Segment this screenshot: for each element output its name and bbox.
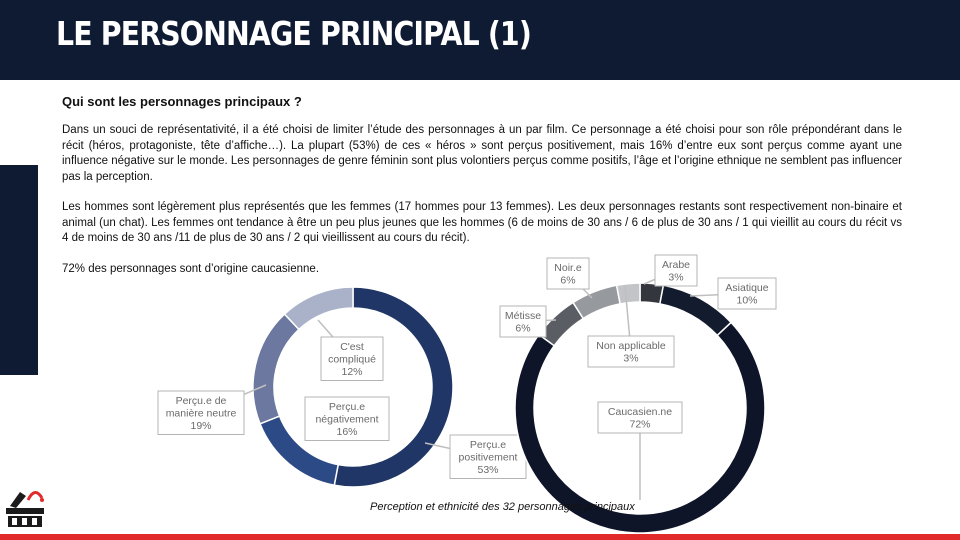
label-text: Perçu.e: [469, 439, 507, 451]
label-text: Arabe: [661, 259, 691, 271]
label-text: 19%: [190, 420, 212, 432]
slice-noir-e: [573, 285, 620, 318]
label-text: positivement: [458, 451, 518, 464]
label-text: 6%: [515, 322, 531, 335]
label-text: 3%: [668, 271, 684, 284]
label-c-est-complique: [318, 320, 383, 381]
label-text: 10%: [736, 294, 758, 307]
label-percu-e-de-maniere-neutre: [158, 385, 266, 435]
label-text: 53%: [477, 464, 499, 476]
label-text: 72%: [629, 418, 651, 431]
donut-chart-ethnicite: [500, 255, 776, 533]
label-percu-e-positivement: [425, 435, 526, 479]
label-text: Non applicable: [596, 340, 666, 352]
label-text: Métisse: [504, 310, 542, 322]
label-text: 6%: [560, 274, 576, 287]
label-text: Noir.e: [554, 262, 582, 274]
label-text: manière neutre: [165, 407, 237, 420]
label-text: Caucasien.ne: [607, 406, 673, 418]
label-arabe: [644, 255, 697, 286]
label-text: Perçu.e: [328, 401, 366, 413]
paragraph-perception: Dans un souci de représentativité, il a été choisi de limiter l’étude des personnages à un par film. Ce personnage a été choisi pour son rôle prépondérant dans le récit (héros, protagoniste, tête d’affiche…). La plupart (53%) de ces « héros » sont perçus positivement, mais 16% d’entre eux sont perçus comme ayant une influence négative sur le monde. Les personnages de genre féminin sont plus volontiers perçus comme positifs, l’âge et l’origine ethnique ne semblent pas influencer pas la perception.: [62, 124, 902, 183]
donut-chart-perception: [158, 287, 526, 487]
label-text: Asiatique: [725, 282, 769, 294]
figure-caption: Perception et ethnicité des 32 personnages principaux: [370, 501, 635, 513]
label-text: Perçu.e de: [175, 395, 227, 407]
label-text: 12%: [341, 366, 363, 378]
page-title: LE PERSONNAGE PRINCIPAL (1): [56, 14, 531, 53]
slice-non-applicable: [617, 283, 640, 304]
paragraph-ethnicity: 72% des personnages sont d’origine caucasienne.: [62, 262, 320, 275]
cinema-logo-icon: [2, 486, 46, 535]
label-text: 16%: [336, 426, 358, 438]
label-noir-e: [547, 258, 592, 298]
bottom-accent-bar: [0, 534, 960, 540]
slice-c-est-complique: [285, 287, 353, 329]
label-text: compliqué: [328, 353, 376, 366]
slice-percu-e-de-maniere-neutre: [253, 314, 299, 424]
label-text: négativement: [315, 413, 379, 426]
label-percu-e-negativement: [305, 397, 389, 441]
label-text: C'est: [340, 341, 364, 353]
section-subtitle: Qui sont les personnages principaux ?: [62, 94, 302, 109]
slice-percu-e-positivement: [334, 287, 453, 487]
label-text: 3%: [623, 352, 639, 365]
paragraph-gender-age: Les hommes sont légèrement plus représentés que les femmes (17 hommes pour 13 femmes). Les deux personnages restants sont respectivement non-binaire et animal (un chat). Les femmes ont tendance à être un peu plus jeunes que les hommes (6 de moins de 30 ans / 6 de plus de 30 ans / 1 qui vieillit au cours du récit vs 4 de moins de 30 ans /11 de plus de 30 ans / 2 qui vieillissent au cours du récit).: [62, 201, 902, 244]
label-caucasien-ne: [598, 402, 682, 500]
